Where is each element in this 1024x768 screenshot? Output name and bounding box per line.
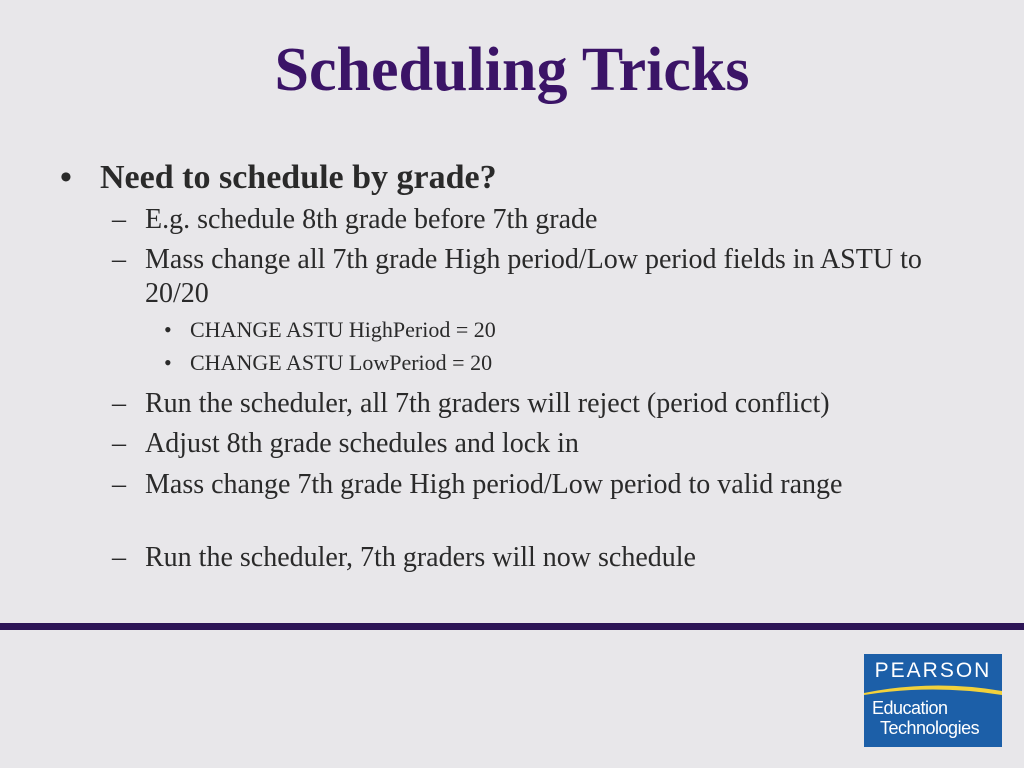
bullet-heading xyxy=(60,158,497,198)
list-item xyxy=(112,387,972,421)
slide-title: Scheduling Tricks xyxy=(274,36,750,104)
list-item-text: Mass change 7th grade High period/Low period to valid range xyxy=(145,469,843,500)
list-item-text: Run the scheduler, 7th graders will now schedule xyxy=(145,542,696,573)
list-item-text: Run the scheduler, all 7th graders will reject (period conflict) xyxy=(145,388,830,419)
sub-list-item xyxy=(164,316,496,344)
dash-marker: – xyxy=(112,542,126,573)
logo-line-education: Education xyxy=(872,698,948,718)
sub-list-item-text: CHANGE ASTU HighPeriod = 20 xyxy=(190,317,496,342)
list-item-text: E.g. schedule 8th grade before 7th grade xyxy=(145,204,598,235)
list-item xyxy=(112,468,972,502)
bullet-marker: • xyxy=(60,159,72,196)
logo-line-technologies: Technologies xyxy=(880,718,980,738)
dash-marker: – xyxy=(112,428,126,459)
footer-divider xyxy=(0,623,1024,630)
sub-list-item-text: CHANGE ASTU LowPeriod = 20 xyxy=(190,350,493,375)
dash-marker: – xyxy=(112,469,126,500)
list-item xyxy=(112,427,972,461)
list-item xyxy=(112,203,972,237)
bullet-marker: • xyxy=(164,350,172,375)
list-item xyxy=(112,541,972,575)
logo-brand: PEARSON xyxy=(874,659,992,682)
bullet-heading-text: Need to schedule by grade? xyxy=(100,159,497,196)
dash-marker: – xyxy=(112,244,126,275)
list-item xyxy=(112,243,972,311)
logo-subtitle xyxy=(872,698,979,738)
dash-marker: – xyxy=(112,388,126,419)
list-item-text: Mass change all 7th grade High period/Low period fields in ASTU to 20/20 xyxy=(145,244,922,309)
sub-list-item xyxy=(164,349,492,377)
dash-marker: – xyxy=(112,204,126,235)
bullet-marker: • xyxy=(164,317,172,342)
pearson-logo xyxy=(864,654,1002,747)
list-item-text: Adjust 8th grade schedules and lock in xyxy=(145,428,579,459)
logo-swoosh-icon xyxy=(864,681,1002,695)
